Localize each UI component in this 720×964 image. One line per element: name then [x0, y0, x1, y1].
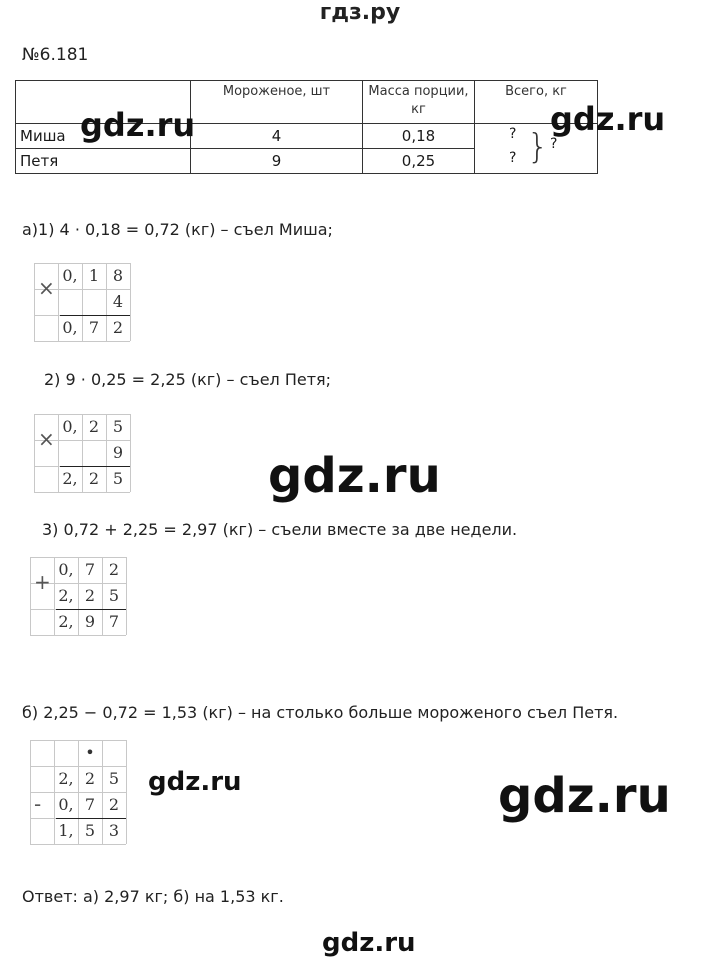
- digit-cell: 2: [108, 795, 120, 814]
- digit-cell: 1,: [58, 821, 74, 840]
- digit-cell: 0,: [62, 318, 78, 337]
- row-name: Миша: [16, 124, 191, 149]
- digit-cell: 0,: [58, 560, 74, 579]
- digit-cell: 2,: [58, 612, 74, 631]
- digit-cell: 2: [108, 560, 120, 579]
- grid-line: [126, 557, 127, 635]
- digit-cell: [58, 289, 82, 315]
- digit-cell: [54, 740, 78, 766]
- digit-cell: 8: [112, 266, 124, 285]
- calc-addition: [30, 557, 126, 635]
- digit-cell: [82, 289, 106, 315]
- digit-cell: 2: [84, 586, 96, 605]
- watermark: gdz.ru: [268, 448, 441, 504]
- grid-line: [34, 414, 35, 492]
- watermark: gdz.ru: [80, 106, 196, 144]
- digit-cell: 1: [88, 266, 100, 285]
- watermark: gdz.ru: [498, 768, 671, 824]
- digit-cell: 7: [84, 560, 96, 579]
- grid-line: [34, 492, 130, 493]
- grid-line: [30, 844, 126, 845]
- problem-number: №6.181: [22, 45, 89, 65]
- row-mass: 0,25: [363, 149, 475, 174]
- total-unknown-1: ?: [509, 126, 517, 142]
- operator-sign: +: [34, 570, 51, 594]
- operator-sign: ×: [38, 427, 55, 451]
- digit-cell: [58, 440, 82, 466]
- table-header-total: Всего, кг: [475, 81, 598, 124]
- digit-cell: 4: [112, 292, 124, 311]
- result-rule: [60, 466, 130, 467]
- site-title: гдз.ру: [319, 0, 401, 25]
- grid-line: [34, 263, 35, 341]
- digit-cell: 5: [84, 821, 96, 840]
- table-header-mass: Масса порции, кг: [363, 81, 475, 124]
- row-count: 4: [191, 124, 363, 149]
- digit-cell: 5: [112, 469, 124, 488]
- operator-sign: -: [34, 792, 42, 816]
- result-rule: [56, 818, 126, 819]
- watermark: gdz.ru: [322, 928, 416, 958]
- operator-sign: ×: [38, 276, 55, 300]
- row-count: 9: [191, 149, 363, 174]
- watermark: gdz.ru: [148, 767, 242, 797]
- digit-cell: 7: [84, 795, 96, 814]
- result-rule: [60, 315, 130, 316]
- solution-a2: 2) 9 · 0,25 = 2,25 (кг) – съел Петя;: [44, 370, 332, 389]
- digit-cell: 2: [88, 469, 100, 488]
- digit-cell: 9: [84, 612, 96, 631]
- answer: Ответ: а) 2,97 кг; б) на 1,53 кг.: [22, 887, 284, 906]
- grid-line: [130, 414, 131, 492]
- calc-multiply-2: [34, 414, 130, 492]
- digit-cell: 5: [108, 769, 120, 788]
- digit-cell: 2: [88, 417, 100, 436]
- brace-question: ?: [550, 136, 558, 152]
- digit-cell: 2,: [62, 469, 78, 488]
- digit-cell: 5: [108, 586, 120, 605]
- solution-a1: а)1) 4 · 0,18 = 0,72 (кг) – съел Миша;: [22, 220, 333, 239]
- digit-cell: •: [85, 743, 95, 762]
- digit-cell: 7: [108, 612, 120, 631]
- digit-cell: 9: [112, 443, 124, 462]
- grid-line: [30, 557, 31, 635]
- solution-a3: 3) 0,72 + 2,25 = 2,97 (кг) – съели вместе за две недели.: [42, 520, 518, 539]
- digit-cell: 3: [108, 821, 120, 840]
- table-header-count: Мороженое, шт: [191, 81, 363, 124]
- row-name: Петя: [16, 149, 191, 174]
- grid-line: [126, 740, 127, 844]
- grid-line: [34, 341, 130, 342]
- calc-subtraction: [30, 740, 126, 844]
- digit-cell: 5: [112, 417, 124, 436]
- grid-line: [130, 263, 131, 341]
- row-mass: 0,18: [363, 124, 475, 149]
- digit-cell: 0,: [62, 266, 78, 285]
- grid-line: [30, 635, 126, 636]
- result-rule: [56, 609, 126, 610]
- watermark: gdz.ru: [550, 100, 666, 138]
- calc-multiply-1: [34, 263, 130, 341]
- digit-cell: 2: [112, 318, 124, 337]
- digit-cell: 0,: [58, 795, 74, 814]
- digit-cell: 7: [88, 318, 100, 337]
- digit-cell: 2: [84, 769, 96, 788]
- digit-cell: [82, 440, 106, 466]
- digit-cell: 0,: [62, 417, 78, 436]
- digit-cell: 2,: [58, 769, 74, 788]
- total-unknown-2: ?: [509, 150, 517, 166]
- digit-cell: [102, 740, 126, 766]
- solution-b: б) 2,25 − 0,72 = 1,53 (кг) – на столько больше мороженого съел Петя.: [22, 703, 619, 722]
- digit-cell: 2,: [58, 586, 74, 605]
- brace-icon: }: [527, 127, 549, 167]
